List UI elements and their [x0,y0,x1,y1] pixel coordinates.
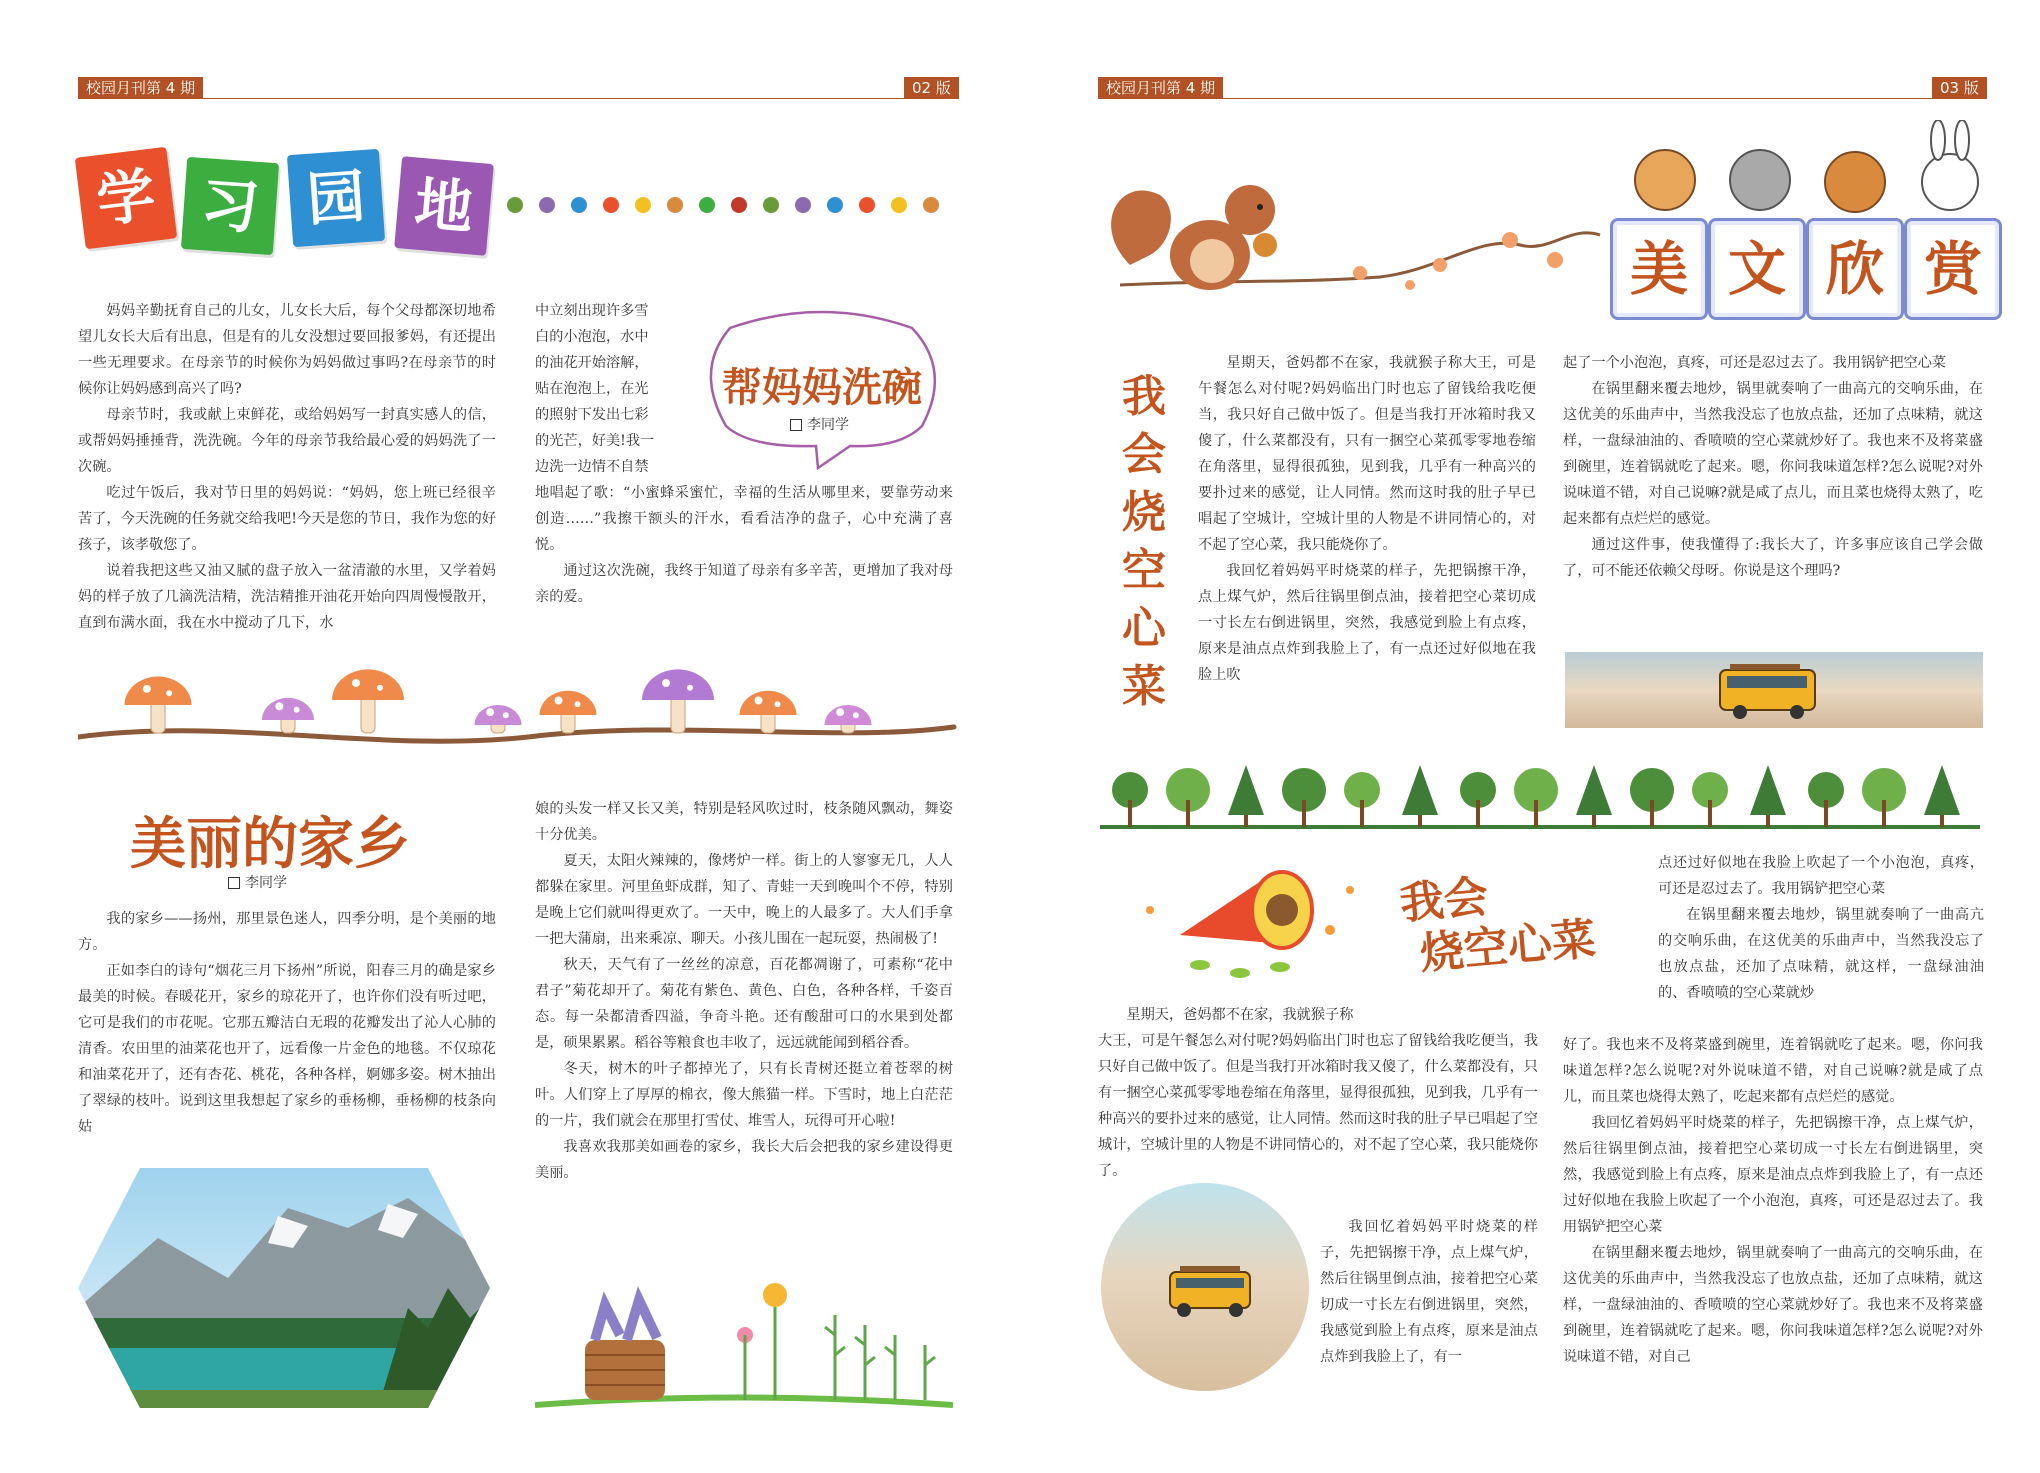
article-cook-right [1563,350,1983,584]
tree [1112,772,1148,827]
tile-4: 地 [394,156,494,256]
title-char: 烧 [1122,487,1166,538]
paragraph: 通过这次洗碗，我终于知道了母亲有多辛苦，更增加了我对母亲的爱。 [535,563,953,605]
bead [507,197,523,213]
mushroom [540,691,597,733]
title-char: 菜 [1122,661,1166,712]
paragraph: 在锅里翻来覆去地炒，锅里就奏响了一曲高亢的交响乐曲，在这优美的乐曲声中，当然我没忘了也放点盐，还加了点味精，就这样，一盘绿油油的、香喷喷的空心菜就炒好了。我也来不及将菜盛到碗里，连着锅就吃了起来。嗯，你问我味道怎样?怎么说呢?对外说味道不错，对自己 [1563,1245,1983,1365]
article-title-line1: 我会 [1397,871,1491,930]
bead [731,197,747,213]
mushroom [642,669,714,733]
sign-1: 美 [1610,218,1708,320]
square-icon [790,419,802,431]
paragraph: 说着我把这些又油又腻的盘子放入一盆清澈的水里，又学着妈妈的样子放了几滴洗洁精，洗洁精推开油花开始向四周慢慢散开，直到布满水面，我在水中搅动了几下，水 [78,563,496,631]
mushroom [825,705,872,733]
article-wash-dishes-left [78,298,496,636]
tree [1460,772,1496,827]
article-hometown-left [78,906,496,1140]
page-03 [1020,0,2040,1473]
bead [603,197,619,213]
bead [859,197,875,213]
bead [667,197,683,213]
bead [539,197,555,213]
tree [1630,768,1674,827]
bead [795,197,811,213]
line: 的光芒，好美!我一 [535,433,655,449]
line: 贴在泡泡上，在光 [535,381,649,397]
page-number: 02 版 [904,77,959,99]
author-line [228,872,287,892]
tile-3: 园 [287,149,385,247]
author-name: 李同学 [807,417,849,433]
tree [1862,768,1906,827]
author-name: 李同学 [245,875,287,891]
paragraph: 娘的头发一样又长又美，特别是轻风吹过时，枝条随风飘动，舞姿十分优美。 [535,801,953,843]
paragraph: 星期天，爸妈都不在家，我就猴子称大王，可是午餐怎么对付呢?妈妈临出门时也忘了留钱给我吃便当，我只好自己做中饭了。但是当我打开冰箱时我又傻了，什么菜都没有，只有一捆空心菜孤零零地卷缩在角落里，显得很孤独，见到我，几乎有一种高兴的要扑过来的感觉，让人同情。然而这时我的肚子早已唱起了空城计，空城计里的人物是不讲同情心的，对不起了空心菜，我只能烧你了。 [1198,355,1536,553]
title-char: 空 [1122,545,1166,596]
mushroom-divider [78,655,958,765]
line: 的照射下发出七彩 [535,407,649,423]
paragraph: 夏天，太阳火辣辣的，像烤炉一样。街上的人寥寥无几，人人都躲在家里。河里鱼虾成群，知了、青蛙一天到晚叫个不停，特别是晚上它们就叫得更欢了。一天中，晚上的人最多了。大人们手拿一把大蒲扇，出来乘凉、聊天。小孩儿围在一起玩耍，热闹极了! [535,853,953,947]
line: 中立刻出现许多雪 [535,303,649,319]
sign-4: 赏 [1904,218,2002,320]
paragraph: 好了。我也来不及将菜盛到碗里，连着锅就吃了起来。嗯，你问我味道怎样?怎么说呢?对外说味道不错，对自己说嘛?就是咸了点儿，而且菜也烧得太熟了，吃起来都有点烂烂的感觉。 [1563,1037,1983,1105]
bead [827,197,843,213]
paragraph: 正如李白的诗句“烟花三月下扬州”所说，阳春三月的确是家乡最美的时候。春暖花开，家乡的琼花开了，也许你们没有听过吧，它可是我们的市花呢。它那五瓣洁白无瑕的花瓣发出了沁人心肺的清香。农田里的油菜花也开了，远看像一片金色的地毯。不仅琼花和油菜花开了，还有杏花、桃花，各种各样，婀娜多姿。树木抽出了翠绿的枝叶。说到这里我想起了家乡的垂杨柳，垂杨柳的枝条向姑 [78,963,496,1135]
bead [635,197,651,213]
mushroom [332,669,404,733]
tree [1576,765,1612,827]
animal-heads-illustration [1620,120,2000,220]
toy-bus-circle-photo [1100,1182,1310,1392]
line: 的油花开始溶解， [535,355,649,371]
header-rule [78,98,952,99]
mushroom [740,691,797,733]
title-char: 我 [1122,371,1166,422]
paragraph: 我回忆着妈妈平时烧菜的样子，先把锅擦干净，点上煤气炉，然后往锅里倒点油，接着把空心菜切成一寸长左右倒进锅里，突然，我感觉到脸上有点疼，原来是油点点炸到我脸上了，有一点还过好似地在我脸上吹起了一个小泡泡，真疼，可还是忍过去了。我用锅铲把空心菜 [1563,1115,1983,1235]
sign-3: 欣 [1806,218,1904,320]
paragraph: 在锅里翻来覆去地炒，锅里就奏响了一曲高亢的交响乐曲，在这优美的乐曲声中，当然我没忘了也放点盐，还加了点味精，就这样，一盘绿油油的、香喷喷的空心菜就炒好了。我也来不及将菜盛到碗里，连着锅就吃了起来。嗯，你问我味道怎样?怎么说呢?对外说味道不错，对自己说嘛?就是咸了点儿，而且菜也烧得太熟了，吃起来都有点烂烂的感觉。 [1563,381,1983,527]
toy-bus-photo [1565,652,1983,728]
article-cook2-right-bottom [1563,1032,1983,1370]
basket-flowers-illustration [535,1255,953,1415]
bead [699,197,715,213]
paragraph: 星期天，爸妈都不在家，我就猴子称 [1126,1007,1354,1023]
mushroom [125,677,192,733]
tree [1514,768,1558,827]
article-wash-dishes-right [535,480,953,610]
tree [1692,772,1728,827]
paragraph: 我的家乡——扬州，那里景色迷人，四季分明，是个美丽的地方。 [78,911,496,953]
paragraph: 点还过好似地在我脸上吹起了一个小泡泡，真疼，可还是忍过去了。我用锅铲把空心菜 [1658,855,1984,897]
paragraph: 起了一个小泡泡，真疼，可还是忍过去了。我用锅铲把空心菜 [1563,355,1947,371]
page-number: 03 版 [1932,77,1987,99]
header-rule [1098,98,1984,99]
article-title: 帮妈妈洗碗 [722,365,922,411]
article-cook-mid [1198,350,1536,688]
mushroom [262,698,314,733]
vertical-article-title [1114,368,1174,716]
issue-label: 校园月刊第 4 期 [78,77,203,99]
tree [1750,765,1786,827]
paragraph: 在锅里翻来覆去地炒，锅里就奏响了一曲高亢的交响乐曲，在这优美的乐曲声中，当然我没忘了也放点盐，还加了点味精，就这样，一盘绿油油的、香喷喷的空心菜就炒 [1658,907,1984,1001]
bead [571,197,587,213]
article-cook2-right-top [1658,850,1984,1006]
paragraph: 吃过午饭后，我对节日里的妈妈说：“妈妈，您上班已经很辛苦了，今天洗碗的任务就交给我吧!今天是您的节日，我作为您的好孩子，该孝敬您了。 [78,485,496,553]
issue-label: 校园月刊第 4 期 [1098,77,1223,99]
tree-divider [1100,745,1990,835]
article-hometown-right [535,796,953,1186]
tree [1282,768,1326,827]
paragraph: 妈妈辛勤抚育自己的儿女，儿女长大后，每个父母都深切地希望儿女长大后有出息，但是有的儿女没想过要回报爹妈，有还提出一些无理要求。在母亲节的时候你为妈妈做过事吗?在母亲节的时候你让妈妈感到高兴了吗? [78,303,496,397]
title-char: 会 [1122,429,1166,480]
tree [1344,772,1380,827]
paragraph: 秋天，天气有了一丝丝的凉意，百花都凋谢了，可素称“花中君子”菊花却开了。菊花有紫色、黄色、白色，各种各样，千姿百态。每一朵都清香四溢，争奇斗艳。还有酸甜可口的水果到处都是，硕果累累。稻谷等粮食也丰收了，远远就能闻到稻谷香。 [535,957,953,1051]
mushroom [475,705,522,733]
line: 边洗一边情不自禁 [535,459,649,475]
sign-2: 文 [1708,218,1806,320]
article-cook2-left [1098,1002,1538,1184]
paragraph: 通过这件事，使我懂得了:我长大了，许多事应该自己学会做了，可不能还依赖父母呀。你说是这个理吗? [1563,537,1983,579]
tree [1228,765,1264,827]
paragraph: 地唱起了歌：“小蜜蜂采蜜忙，幸福的生活从哪里来，要靠劳动来创造……”我擦干额头的汗水，看看洁净的盘子，心中充满了喜悦。 [535,485,953,553]
tree [1808,772,1844,827]
party-horn-illustration [1130,855,1370,985]
paragraph: 母亲节时，我或献上束鲜花，或给妈妈写一封真实感人的信，或帮妈妈捶捶背，洗洗碗。今年的母亲节我给最心爱的妈妈洗了一次碗。 [78,407,496,475]
bead [891,197,907,213]
squirrel-illustration [1100,165,1620,305]
landscape-photo [78,1168,490,1408]
tile-2: 习 [181,157,279,255]
paragraph: 冬天，树木的叶子都掉光了，只有长青树还挺立着苍翠的树叶。人们穿上了厚厚的棉衣，像大熊猫一样。下雪时，地上白茫茫的一片，我们就会在那里打雪仗、堆雪人，玩得可开心啦! [535,1061,953,1129]
tree [1924,765,1960,827]
article-title: 美丽的家乡 [130,812,410,877]
paragraph: 我回忆着妈妈平时烧菜的样子，先把锅擦干净，点上煤气炉，然后往锅里倒点油，接着把空心菜切成一寸长左右倒进锅里，突然，我感觉到脸上有点疼，原来是油点点炸到我脸上了，有一 [1320,1219,1538,1365]
article-wash-dishes-narrow [535,298,685,480]
line: 白的小泡泡，水中 [535,329,649,345]
author-line [790,414,849,434]
title-char: 心 [1122,603,1166,654]
tree [1402,765,1438,827]
tree [1166,768,1210,827]
bead [763,197,779,213]
paragraph: 我回忆着妈妈平时烧菜的样子，先把锅擦干净，点上煤气炉，然后往锅里倒点油，接着把空心菜切成一寸长左右倒进锅里，突然，我感觉到脸上有点疼，原来是油点点炸到我脸上了，有一点还过好似地在我脸上吹 [1198,563,1536,683]
square-icon [228,877,240,889]
article-title-line2: 烧空心菜 [1417,913,1598,980]
paragraph: 我喜欢我那美如画卷的家乡，我长大后会把我的家乡建设得更美丽。 [535,1139,953,1181]
bead [923,197,939,213]
article-cook2-circle-side [1320,1214,1538,1370]
paragraph: 大王，可是午餐怎么对付呢?妈妈临出门时也忘了留钱给我吃便当，我只好自己做中饭了。但是当我打开冰箱时我又傻了，什么菜都没有，只有一捆空心菜孤零零地卷缩在角落里，显得很孤独，见到我，几乎有一种高兴的要扑过来的感觉，让人同情。然而这时我的肚子早已唱起了空城计，空城计里的人物是不讲同情心的，对不起了空心菜，我只能烧你了。 [1098,1033,1538,1179]
tile-1: 学 [75,147,178,250]
bead-string-decoration [505,190,955,220]
